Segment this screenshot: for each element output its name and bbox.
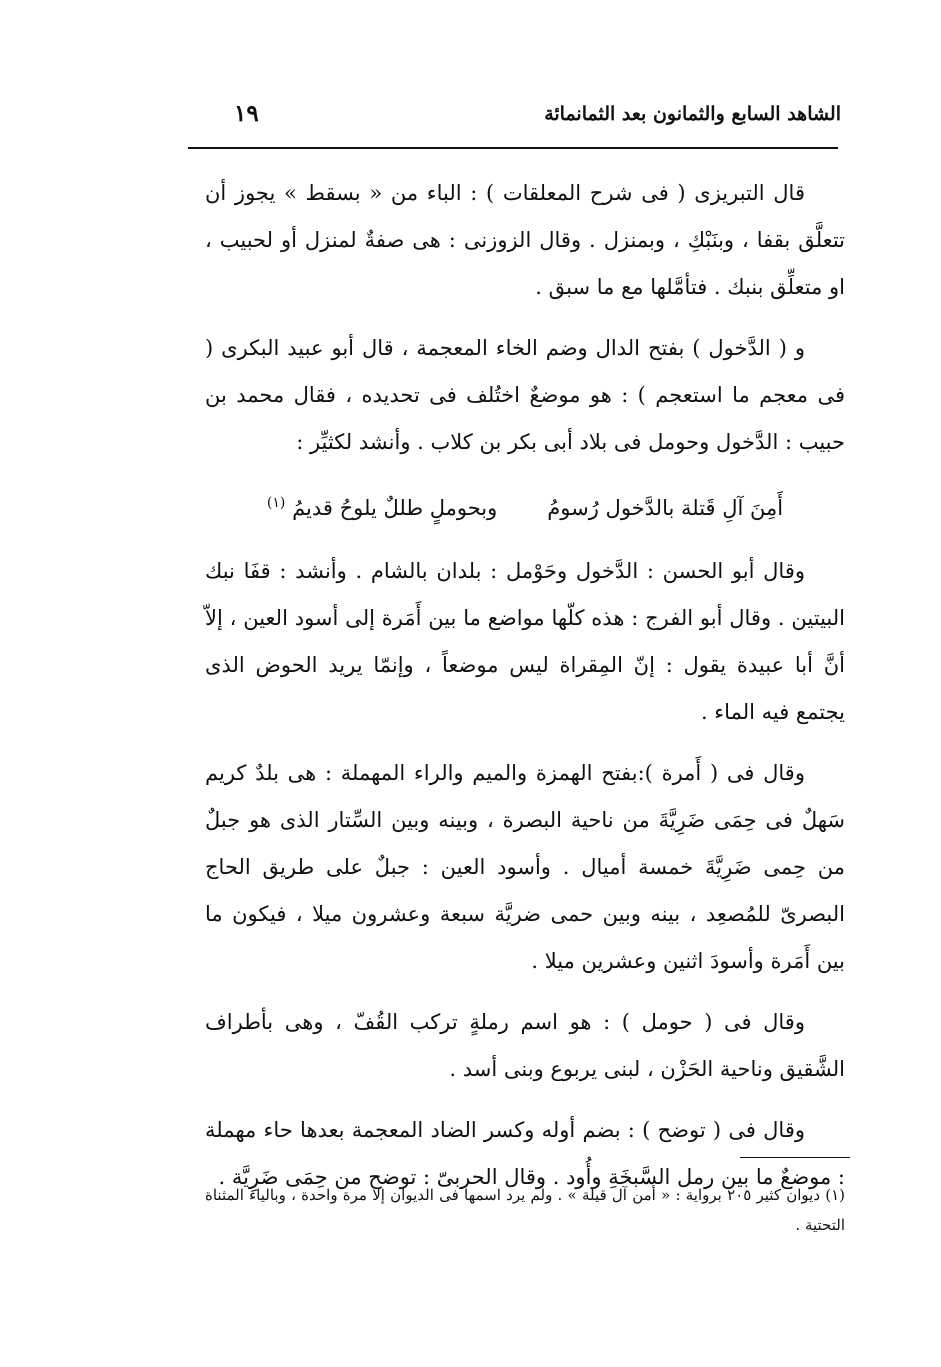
paragraph-5: وقال فى ( حومل ) : هو اسم رملةٍ تركب القُفّ ، وهى بأطراف الشَّقيق وناحية الحَزْن ، لبنى يربوع وبنى أسد . <box>205 1010 845 1081</box>
header-divider <box>188 147 838 149</box>
footnote-marker: (١) <box>266 495 286 511</box>
footnote-divider <box>740 1157 850 1158</box>
verse-second-text: وبحوملٍ طللٌ يلوحُ قديمُ <box>292 496 498 520</box>
verse-second-hemistich <box>267 480 497 536</box>
footnote: (١) ديوان كثير ٢٠٥ برواية : « أمن آل قيلة » . ولم يرد اسمها فى الديوان إلا مرة واحدة ، وبالياء المثناة التحتية . <box>205 1186 846 1234</box>
main-text <box>205 170 845 1215</box>
paragraph-6: وقال فى ( توضح ) : بضم أوله وكسر الضاد المعجمة بعدها حاء مهملة : موضعٌ ما بين رمل السَّبخَةِ وأُود . وقال الحربىّ : توضح من حِمَى ضَرِيَّة . <box>205 1118 845 1189</box>
paragraph-4: وقال فى ( أَمرة ):بفتح الهمزة والميم والراء المهملة : هى بلدٌ كريم سَهلٌ فى حِمَى ضَرِيَّةَ من ناحية البصرة ، وبينه وبين السِّتار الذى هو جبلٌ من حِمى ضَرِيَّةَ خمسة أميال . وأسود العين : جبلٌ على طريق الحاج البصرىّ للمُصعِد ، بينه وبين حمى ضريَّة سبعة وعشرون ميلا ، فيكون ما بين أَمَرة وأسودَ اثنين وعشرين ميلا . <box>205 761 845 973</box>
verse-first-hemistich: أَمِنَ آلِ قَتلة بالدَّخول رُسومُ <box>547 496 784 520</box>
page-number: ١٩ <box>234 100 259 127</box>
paragraph-1: قال التبريزى ( فى شرح المعلقات ) : الباء من « بسقط » يجوز أن تتعلَّق بقفا ، وبنَبْكِ ، وبمنزل . وقال الزوزنى : هى صفةٌ لمنزل أو لحبيب ، او متعلِّق بنبك . فتأمَّلها مع ما سبق . <box>205 181 845 299</box>
paragraph-3: وقال أبو الحسن : الدَّخول وحَوْمل : بلدان بالشام . وأنشد : قفَا نبك البيتين . وقال أبو الفرج : هذه كلّها مواضع ما بين أَمَرة إلى أسود العين ، إلاّ أنَّ أبا عبيدة يقول : إنّ المِقراة ليس موضعاً ، وإنمّا يريد الحوض الذى يجتمع فيه الماء . <box>205 559 845 724</box>
poetry-verse <box>205 480 845 536</box>
paragraph-2: و ( الدَّخول ) بفتح الدال وضم الخاء المعجمة ، قال أبو عبيد البكرى ( فى معجم ما استعجم ) : هو موضعٌ اختُلف فى تحديده ، فقال محمد بن حبيب : الدَّخول وحومل فى بلاد أبى بكر بن كلاب . وأنشد لكثيِّر : <box>205 336 845 454</box>
header-title: الشاهد السابع والثمانون بعد الثمانمائة <box>544 103 841 125</box>
running-header <box>188 96 841 140</box>
